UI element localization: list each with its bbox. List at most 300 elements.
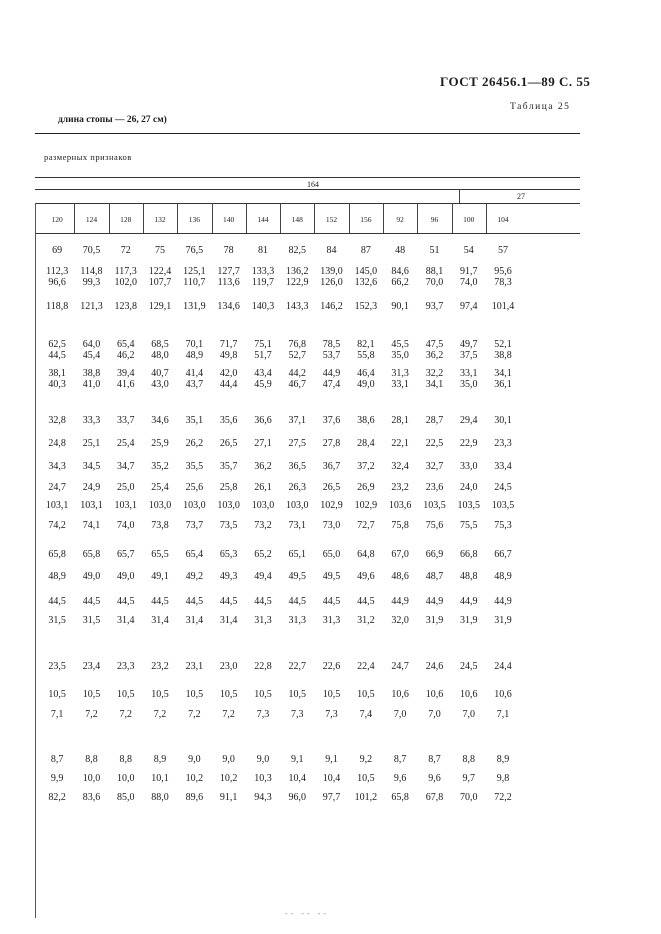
table-cell: 65,8 xyxy=(48,549,66,560)
table-cell: 10,2 xyxy=(185,773,204,784)
table-cell: 52,7 xyxy=(288,350,306,361)
table-cell: 73,2 xyxy=(254,520,272,531)
table-cell: 34,1 xyxy=(425,379,444,390)
table-cell: 10,4 xyxy=(288,773,306,784)
table-cell: 23,2 xyxy=(391,482,409,493)
table-cell: 52,1 xyxy=(494,339,512,350)
table-cell: 7,0 xyxy=(428,709,441,720)
page-header-title: ГОСТ 26456.1—89 С. 55 xyxy=(440,74,591,89)
table-cell: 88,0 xyxy=(151,792,169,803)
table-cell: 24,5 xyxy=(494,482,512,493)
table-cell: 34,7 xyxy=(116,461,135,472)
table-cell: 9,1 xyxy=(325,754,338,765)
table-cell: 8,8 xyxy=(85,754,98,765)
table-cell: 72 xyxy=(120,245,131,256)
table-cell: 8,7 xyxy=(50,754,64,765)
table-cell: 99,3 xyxy=(82,277,101,288)
table-cell: 37,5 xyxy=(459,350,478,361)
column-header: 120 xyxy=(51,215,63,224)
table-cell: 31,3 xyxy=(254,615,272,626)
table-cell: 41,6 xyxy=(116,379,135,390)
table-cell: 7,2 xyxy=(188,709,201,720)
table-cell: 37,1 xyxy=(288,415,306,426)
table-cell: 22,6 xyxy=(322,661,341,672)
table-cell: 24,7 xyxy=(48,482,66,493)
table-cell: 31,3 xyxy=(322,615,341,626)
table-cell: 122,4 xyxy=(148,266,172,277)
table-cell: 89,6 xyxy=(185,792,204,803)
table-cell: 74,0 xyxy=(459,277,478,288)
table-cell: 102,9 xyxy=(320,500,343,511)
table-cell: 10,5 xyxy=(48,689,66,700)
table-cell: 10,0 xyxy=(116,773,135,784)
table-cell: 66,8 xyxy=(459,549,478,560)
table-cell: 45,5 xyxy=(391,339,409,350)
table-cell: 37,6 xyxy=(322,415,341,426)
table-cell: 28,7 xyxy=(425,415,444,426)
table-cell: 31,9 xyxy=(425,615,444,626)
table-cell: 35,7 xyxy=(219,461,238,472)
table-subtitle: размерных признаков xyxy=(44,152,132,162)
table-cell: 119,7 xyxy=(251,277,275,288)
table-cell: 70,1 xyxy=(185,339,204,350)
table-cell: 88,1 xyxy=(425,266,444,277)
table-cell: 126,0 xyxy=(320,277,343,288)
table-cell: 25,4 xyxy=(151,482,169,493)
table-cell: 103,0 xyxy=(251,500,275,511)
column-header: 124 xyxy=(85,215,98,224)
table-cell: 82,2 xyxy=(48,792,66,803)
table-cell: 44,5 xyxy=(288,596,306,607)
table-cell: 72,2 xyxy=(494,792,512,803)
table-cell: 66,7 xyxy=(494,549,512,560)
table-cell: 48,9 xyxy=(48,571,66,582)
table-cell: 32,2 xyxy=(425,368,444,379)
table-cell: 10,5 xyxy=(322,689,341,700)
table-cell: 84,6 xyxy=(391,266,409,277)
table-cell: 44,9 xyxy=(494,596,512,607)
table-cell: 103,5 xyxy=(457,500,480,511)
table-cell: 9,6 xyxy=(393,773,407,784)
table-cell: 112,3 xyxy=(46,266,69,277)
table-cell: 96,0 xyxy=(288,792,306,803)
table-cell: 33,0 xyxy=(459,461,478,472)
table-left-edge xyxy=(35,203,36,918)
table-cell: 57 xyxy=(498,245,509,256)
table-cell: 8,7 xyxy=(428,754,441,765)
column-header: 140 xyxy=(223,215,235,224)
header-rule-bottom xyxy=(35,233,580,234)
table-cell: 9,2 xyxy=(359,754,373,765)
table-cell: 35,0 xyxy=(459,379,478,390)
table-cell: 44,2 xyxy=(288,368,306,379)
table-cell: 46,2 xyxy=(116,350,135,361)
table-cell: 10,6 xyxy=(459,689,478,700)
table-cell: 136,2 xyxy=(285,266,309,277)
table-cell: 39,4 xyxy=(116,368,135,379)
table-cell: 49,5 xyxy=(288,571,306,582)
table-cell: 40,7 xyxy=(151,368,169,379)
table-cell: 44,9 xyxy=(459,596,478,607)
table-cell: 23,1 xyxy=(185,661,204,672)
table-cell: 72,7 xyxy=(357,520,375,531)
table-cell: 103,0 xyxy=(217,500,240,511)
table-cell: 7,0 xyxy=(462,709,475,720)
table-cell: 67,8 xyxy=(425,792,444,803)
table-cell: 25,6 xyxy=(185,482,204,493)
table-cell: 133,3 xyxy=(251,266,275,277)
table-cell: 34,6 xyxy=(151,415,169,426)
table-cell: 49,0 xyxy=(82,571,101,582)
table-cell: 53,7 xyxy=(322,350,341,361)
table-cell: 55,8 xyxy=(357,350,375,361)
table-cell: 34,5 xyxy=(82,461,101,472)
table-cell: 25,9 xyxy=(151,438,169,449)
table-cell: 49,1 xyxy=(151,571,169,582)
table-cell: 129,1 xyxy=(148,301,172,312)
table-cell: 31,5 xyxy=(48,615,66,626)
table-cell: 82,5 xyxy=(288,245,306,256)
table-cell: 26,9 xyxy=(357,482,375,493)
table-cell: 65,4 xyxy=(185,549,204,560)
table-cell: 37,2 xyxy=(357,461,375,472)
table-cell: 10,5 xyxy=(357,773,375,784)
header-rule-thick xyxy=(35,133,580,134)
table-cell: 73,7 xyxy=(185,520,204,531)
table-cell: 43,4 xyxy=(254,368,272,379)
column-header: 92 xyxy=(396,215,404,224)
table-cell: 36,1 xyxy=(494,379,512,390)
table-cell: 73,0 xyxy=(322,520,341,531)
table-cell: 46,7 xyxy=(288,379,306,390)
table-cell: 25,0 xyxy=(116,482,135,493)
table-cell: 75,3 xyxy=(494,520,512,531)
table-cell: 103,6 xyxy=(388,500,412,511)
table-cell: 26,1 xyxy=(254,482,272,493)
table-cell: 103,0 xyxy=(285,500,309,511)
table-cell: 65,7 xyxy=(116,549,135,560)
table-cell: 125,1 xyxy=(183,266,206,277)
table-cell: 103,5 xyxy=(423,500,446,511)
table-cell: 110,7 xyxy=(183,277,206,288)
table-cell: 74,1 xyxy=(82,520,101,531)
table-cell: 25,4 xyxy=(116,438,135,449)
table-cell: 66,2 xyxy=(391,277,409,288)
table-cell: 10,5 xyxy=(288,689,306,700)
table-cell: 113,6 xyxy=(217,277,240,288)
table-cell: 78 xyxy=(223,245,234,256)
table-cell: 49,7 xyxy=(459,339,478,350)
table-cell: 101,2 xyxy=(354,792,378,803)
table-cell: 7,4 xyxy=(359,709,373,720)
table-cell: 70,5 xyxy=(82,245,101,256)
table-cell: 48,9 xyxy=(494,571,512,582)
table-cell: 44,5 xyxy=(219,596,238,607)
table-cell: 9,0 xyxy=(256,754,270,765)
table-cell: 29,4 xyxy=(459,415,478,426)
table-cell: 103,5 xyxy=(491,500,515,511)
table-cell: 90,1 xyxy=(391,301,409,312)
table-cell: 44,5 xyxy=(48,596,66,607)
table-cell: 140,3 xyxy=(251,301,275,312)
column-header: 152 xyxy=(325,215,338,224)
table-cell: 44,9 xyxy=(391,596,409,607)
table-cell: 31,4 xyxy=(151,615,169,626)
table-cell: 95,6 xyxy=(494,266,512,277)
table-cell: 27,8 xyxy=(322,438,341,449)
table-cell: 82,1 xyxy=(357,339,375,350)
table-cell: 65,3 xyxy=(219,549,238,560)
table-cell: 51 xyxy=(429,245,440,256)
table-cell: 10,2 xyxy=(219,773,238,784)
column-header: 96 xyxy=(430,215,439,224)
table-cell: 123,8 xyxy=(114,301,137,312)
table-cell: 31,4 xyxy=(219,615,238,626)
table-cell: 38,6 xyxy=(357,415,375,426)
column-group-label: 164 xyxy=(307,180,319,189)
table-cell: 23,4 xyxy=(82,661,101,672)
table-cell: 118,8 xyxy=(46,301,69,312)
table-cell: 48,7 xyxy=(425,571,444,582)
table-cell: 10,1 xyxy=(151,773,169,784)
table-cell: 35,6 xyxy=(219,415,238,426)
table-cell: 24,4 xyxy=(494,661,512,672)
table-cell: 67,0 xyxy=(391,549,409,560)
table-cell: 73,8 xyxy=(151,520,169,531)
table-cell: 75,6 xyxy=(425,520,444,531)
table-cell: 7,1 xyxy=(50,709,64,720)
table-cell: 91,1 xyxy=(219,792,238,803)
table-cell: 49,2 xyxy=(185,571,204,582)
table-cell: 78,5 xyxy=(322,339,341,350)
table-cell: 31,3 xyxy=(288,615,306,626)
table-cell: 49,4 xyxy=(254,571,272,582)
table-cell: 9,0 xyxy=(222,754,235,765)
table-cell: 35,1 xyxy=(185,415,204,426)
table-cell: 44,9 xyxy=(322,368,341,379)
table-cell: 117,3 xyxy=(114,266,137,277)
table-cell: 45,9 xyxy=(254,379,272,390)
table-cell: 69 xyxy=(52,245,63,256)
table-cell: 31,2 xyxy=(357,615,375,626)
table-cell: 10,5 xyxy=(82,689,101,700)
table-cell: 8,8 xyxy=(462,754,475,765)
table-cell: 23,5 xyxy=(48,661,66,672)
table-cell: 10,6 xyxy=(494,689,512,700)
table-cell: 64,0 xyxy=(82,339,101,350)
table-label: Таблица 25 xyxy=(510,102,571,112)
table-cell: 33,4 xyxy=(494,461,512,472)
table-cell: 7,1 xyxy=(496,709,510,720)
table-cell: 103,1 xyxy=(80,500,103,511)
table-cell: 91,7 xyxy=(459,266,478,277)
table-cell: 74,0 xyxy=(116,520,135,531)
header-rule-upper xyxy=(35,177,580,178)
table-cell: 48,6 xyxy=(391,571,409,582)
table-cell: 47,4 xyxy=(322,379,341,390)
table-cell: 10,6 xyxy=(425,689,444,700)
header-rule-columns xyxy=(35,203,580,204)
table-cell: 48 xyxy=(395,245,406,256)
table-cell: 103,1 xyxy=(114,500,137,511)
table-cell: 33,1 xyxy=(459,368,478,379)
table-cell: 9,7 xyxy=(462,773,475,784)
table-cell: 44,5 xyxy=(48,350,66,361)
table-cell: 26,3 xyxy=(288,482,306,493)
table-cell: 51,7 xyxy=(254,350,272,361)
table-cell: 30,1 xyxy=(494,415,512,426)
table-cell: 70,0 xyxy=(425,277,444,288)
table-cell: 146,2 xyxy=(320,301,343,312)
table-cell: 44,5 xyxy=(82,596,101,607)
table-cell: 31,9 xyxy=(459,615,478,626)
table-cell: 24,6 xyxy=(425,661,444,672)
table-cell: 75,8 xyxy=(391,520,409,531)
table-cell: 44,5 xyxy=(185,596,204,607)
table-cell: 34,3 xyxy=(48,461,66,472)
table-cell: 71,7 xyxy=(219,339,238,350)
table-cell: 103,0 xyxy=(183,500,206,511)
table-cell: 33,1 xyxy=(391,379,409,390)
table-cell: 24,5 xyxy=(459,661,478,672)
table-cell: 36,7 xyxy=(322,461,341,472)
table-cell: 26,5 xyxy=(219,438,238,449)
table-cell: 65,4 xyxy=(116,339,135,350)
table-cell: 44,9 xyxy=(425,596,444,607)
table-cell: 74,2 xyxy=(48,520,66,531)
table-cell: 31,3 xyxy=(391,368,409,379)
table-cell: 33,7 xyxy=(116,415,135,426)
table-cell: 44,5 xyxy=(322,596,341,607)
group-divider xyxy=(459,189,460,203)
table-cell: 62,5 xyxy=(48,339,66,350)
table-cell: 103,0 xyxy=(148,500,172,511)
table-cell: 143,3 xyxy=(285,301,309,312)
table-cell: 27,5 xyxy=(288,438,306,449)
table-cell: 9,1 xyxy=(290,754,304,765)
table-cell: 93,7 xyxy=(425,301,444,312)
table-cell: 24,0 xyxy=(459,482,478,493)
column-header: 156 xyxy=(360,215,372,224)
table-cell: 44,5 xyxy=(116,596,135,607)
table-cell: 35,0 xyxy=(391,350,409,361)
table-cell: 23,3 xyxy=(116,661,135,672)
table-cell: 31,9 xyxy=(494,615,512,626)
table-cell: 73,1 xyxy=(288,520,306,531)
table-cell: 94,3 xyxy=(254,792,272,803)
table-cell: 68,5 xyxy=(151,339,169,350)
table-cell: 122,9 xyxy=(285,277,309,288)
table-cell: 22,7 xyxy=(288,661,306,672)
table-cell: 32,8 xyxy=(48,415,66,426)
table-cell: 41,0 xyxy=(82,379,101,390)
table-cell: 23,6 xyxy=(425,482,444,493)
table-cell: 76,5 xyxy=(185,245,204,256)
table-cell: 32,4 xyxy=(391,461,409,472)
table-cell: 97,4 xyxy=(459,301,478,312)
table-cell: 152,3 xyxy=(354,301,378,312)
table-cell: 65,8 xyxy=(391,792,409,803)
table-cell: 28,4 xyxy=(357,438,375,449)
table-cell: 28,1 xyxy=(391,415,409,426)
table-cell: 31,4 xyxy=(116,615,135,626)
table-cell: 70,0 xyxy=(459,792,478,803)
table-cell: 7,2 xyxy=(85,709,98,720)
table-cell: 101,4 xyxy=(491,301,515,312)
table-cell: 25,8 xyxy=(219,482,238,493)
table-cell: 83,6 xyxy=(82,792,101,803)
column-header: 128 xyxy=(120,215,132,224)
column-header: 132 xyxy=(154,215,166,224)
table-cell: 65,8 xyxy=(82,549,101,560)
table-cell: 7,0 xyxy=(393,709,407,720)
table-cell: 121,3 xyxy=(80,301,103,312)
table-cell: 44,5 xyxy=(151,596,169,607)
table-cell: 127,7 xyxy=(217,266,240,277)
table-cell: 49,6 xyxy=(357,571,375,582)
table-cell: 46,4 xyxy=(357,368,375,379)
table-cell: 7,3 xyxy=(290,709,304,720)
table-cell: 10,5 xyxy=(116,689,135,700)
table-cell: 41,4 xyxy=(185,368,204,379)
table-cell: 47,5 xyxy=(425,339,444,350)
table-cell: 78,3 xyxy=(494,277,512,288)
table-cell: 35,2 xyxy=(151,461,169,472)
table-cell: 24,7 xyxy=(391,661,409,672)
table-cell: 73,5 xyxy=(219,520,238,531)
table-cell: 45,4 xyxy=(82,350,101,361)
table-cell: 103,1 xyxy=(45,500,69,511)
table-cell: 131,9 xyxy=(183,301,206,312)
table-cell: 49,5 xyxy=(322,571,341,582)
table-cell: 38,8 xyxy=(82,368,101,379)
table-cell: 9,8 xyxy=(496,773,510,784)
table-cell: 10,5 xyxy=(357,689,375,700)
table-cell: 10,6 xyxy=(391,689,409,700)
table-cell: 31,4 xyxy=(185,615,204,626)
table-cell: 97,7 xyxy=(322,792,341,803)
table-cell: 33,3 xyxy=(82,415,101,426)
table-cell: 10,5 xyxy=(151,689,169,700)
table-continuation-caption: длина стопы — 26, 27 см) xyxy=(58,115,167,125)
table-cell: 31,5 xyxy=(82,615,101,626)
table-cell: 36,5 xyxy=(288,461,306,472)
table-cell: 24,9 xyxy=(82,482,101,493)
table-cell: 22,9 xyxy=(459,438,478,449)
table-cell: 38,1 xyxy=(48,368,66,379)
table-cell: 65,5 xyxy=(151,549,169,560)
table-cell: 10,3 xyxy=(254,773,272,784)
table-cell: 23,2 xyxy=(151,661,169,672)
table-cell: 43,0 xyxy=(151,379,169,390)
table-cell: 65,0 xyxy=(322,549,341,560)
table-cell: 75,5 xyxy=(459,520,478,531)
table-cell: 54 xyxy=(463,245,474,256)
table-cell: 49,3 xyxy=(219,571,238,582)
table-cell: 7,3 xyxy=(256,709,270,720)
column-header: 100 xyxy=(463,215,475,224)
table-cell: 8,9 xyxy=(496,754,510,765)
table-cell: 102,0 xyxy=(114,277,137,288)
table-cell: 36,2 xyxy=(425,350,444,361)
table-cell: 76,8 xyxy=(288,339,306,350)
table-cell: 44,5 xyxy=(357,596,375,607)
table-cell: 49,8 xyxy=(219,350,238,361)
table-cell: 10,5 xyxy=(219,689,238,700)
table-cell: 22,1 xyxy=(391,438,409,449)
table-cell: 10,0 xyxy=(82,773,101,784)
column-header: 136 xyxy=(188,215,200,224)
